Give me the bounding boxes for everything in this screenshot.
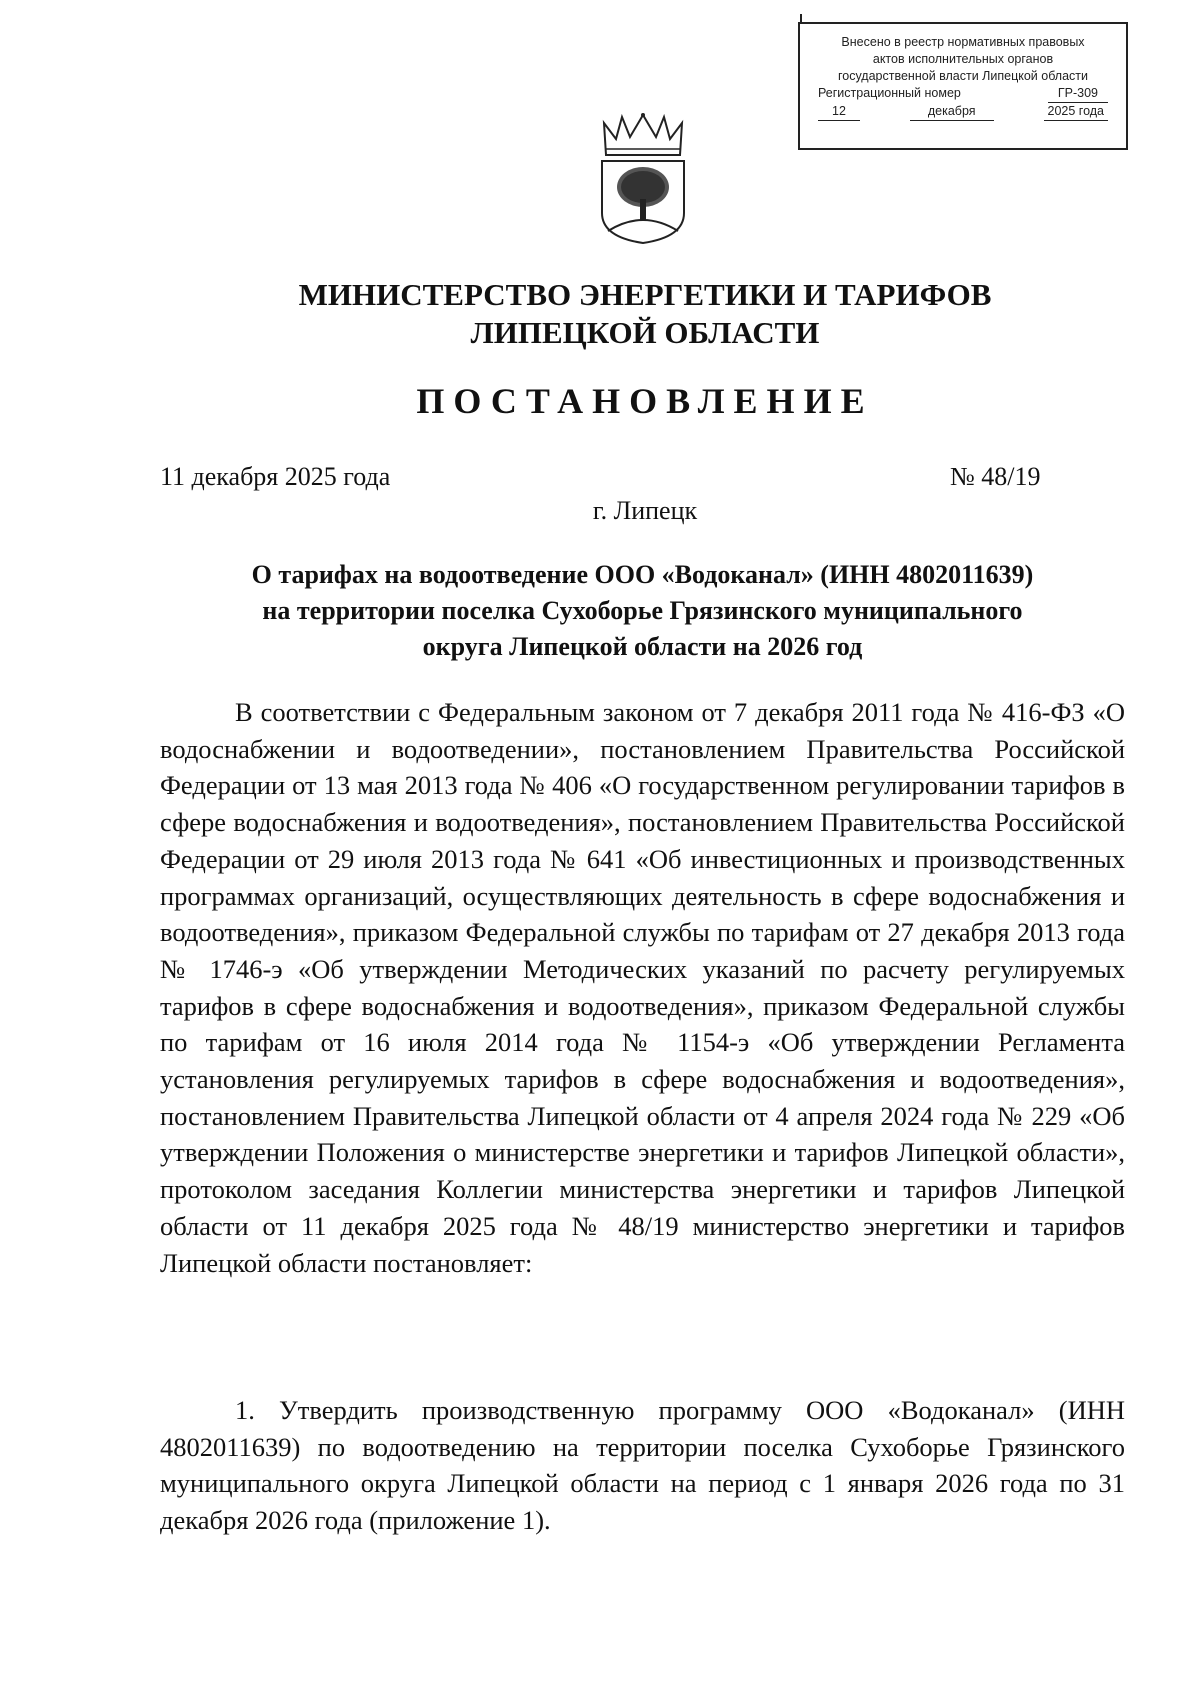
- document-date: 11 декабря 2025 года: [160, 462, 391, 491]
- document-type: ПОСТАНОВЛЕНИЕ: [416, 381, 874, 421]
- stamp-day: 12: [818, 103, 860, 121]
- ministry-title-line-1: МИНИСТЕРСТВО ЭНЕРГЕТИКИ И ТАРИФОВ: [298, 277, 992, 312]
- stamp-reg-row: [800, 85, 1126, 103]
- ministry-title-line-2: ЛИПЕЦКОЙ ОБЛАСТИ: [470, 315, 820, 350]
- stamp-mark: [800, 14, 802, 24]
- stamp-reg-label: Регистрационный номер: [818, 86, 961, 100]
- document-city: г. Липецк: [592, 496, 698, 525]
- stamp-month: декабря: [910, 103, 994, 121]
- stamp-reg-number: ГР-309: [1048, 85, 1108, 103]
- subject-line-1: О тарифах на водоотведение ООО «Водоканал» (ИНН 4802011639): [251, 560, 1034, 589]
- preamble-paragraph: В соответствии с Федеральным законом от 7 декабря 2011 года № 416-ФЗ «О водоснабжении и водоотведении», постановлением Правительства Российской Федерации от 13 мая 2013 года № 406 «О государственном регулировании тарифов в сфере водоснабжения и водоотведения», постановлением Правительства Российской Федерации от 29 июля 2013 года № 641 «Об инвестиционных и производственных программах организаций, осуществляющих деятельность в сфере водоснабжения и водоотведения», приказом Федеральной службы по тарифам от 27 декабря 2013 года № 1746-э «Об утверждении Методических указаний по расчету регулируемых тарифов в сфере водоснабжения и водоотведения», приказом Федеральной службы по тарифам от 16 июля 2014 года № 1154-э «Об утверждении Регламента установления регулируемых тарифов в сфере водоснабжения и водоотведения», постановлением Правительства Липецкой области от 4 апреля 2024 года № 229 «Об утверждении Положения о министерстве энергетики и тарифов Липецкой области», протоколом заседания Коллегии министерства энергетики и тарифов Липецкой области от 11 декабря 2025 года № 48/19 министерство энергетики и тарифов Липецкой области постановляет:: [160, 697, 1125, 1278]
- item-1-paragraph: 1. Утвердить производственную программу ООО «Водоканал» (ИНН 4802011639) по водоотведению на территории поселка Сухоборье Грязинского муниципального округа Липецкой области на период с 1 января 2026 года по 31 декабря 2026 года (приложение 1).: [160, 1395, 1125, 1536]
- subject-line-3: округа Липецкой области на 2026 год: [422, 632, 863, 661]
- coat-of-arms-icon: [598, 113, 688, 245]
- stamp-line-3: государственной власти Липецкой области: [837, 69, 1089, 83]
- subject-line-2: на территории поселка Сухоборье Грязинского муниципального: [262, 596, 1023, 625]
- stamp-line-1: Внесено в реестр нормативных правовых: [841, 35, 1085, 49]
- document-number: № 48/19: [950, 462, 1041, 491]
- ministry-title: [0, 276, 1200, 352]
- document-subject: [160, 557, 1125, 665]
- stamp-date-row: [800, 103, 1126, 121]
- registration-stamp: [798, 22, 1128, 150]
- stamp-year: 2025 года: [1044, 103, 1109, 121]
- stamp-line-2: актов исполнительных органов: [872, 52, 1054, 66]
